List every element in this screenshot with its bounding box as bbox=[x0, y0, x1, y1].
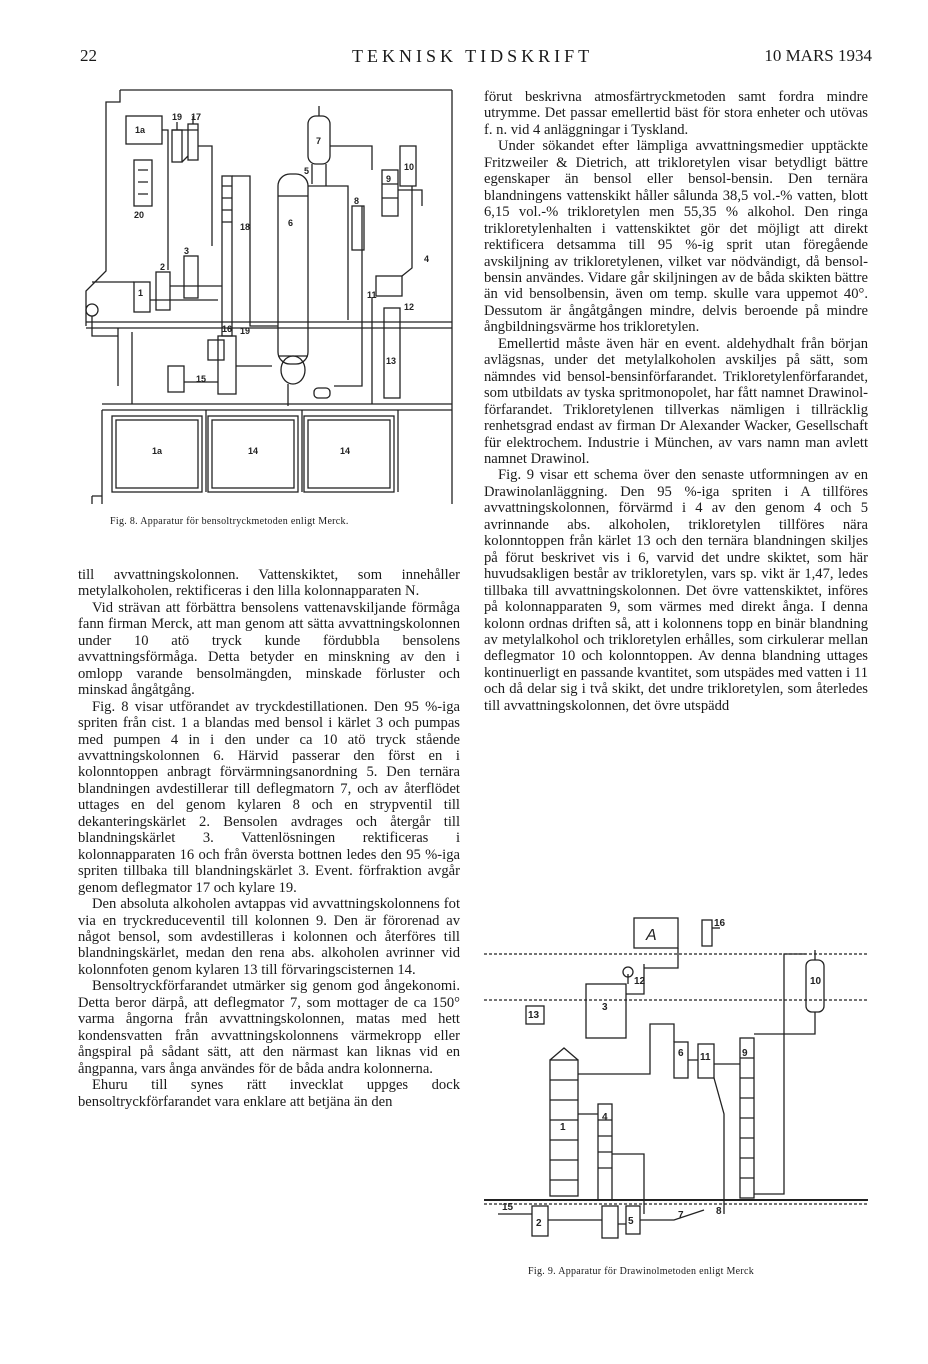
figure-9-caption: Fig. 9. Apparatur för Drawinolmetoden enligt Merck bbox=[528, 1266, 755, 1277]
fig8-label: 8 bbox=[354, 196, 360, 206]
figure-8-diagram bbox=[72, 86, 462, 504]
fig8-label: 1a bbox=[152, 446, 163, 456]
issue-date: 10 MARS 1934 bbox=[764, 46, 872, 65]
fig8-label: 11 bbox=[367, 290, 377, 300]
fig8-label: 13 bbox=[386, 356, 397, 366]
fig8-label: 12 bbox=[404, 302, 415, 312]
fig9-label: 10 bbox=[810, 976, 822, 987]
paragraph: förut beskrivna atmosfärtryckmetoden samt fordra mindre utrymme. Det passar emellertid bäst för stora enheter och utövas f. n. vid 4 anläggningar i Tyskland. bbox=[484, 89, 868, 138]
fig8-label: 14 bbox=[248, 446, 259, 456]
fig9-label: 8 bbox=[716, 1206, 722, 1217]
paragraph: Emellertid måste även här en event. aldehydhalt från början avlägsnas, under det metylalkoholen avskiljes på sätt, som nämndes vid bensol-bensinförfarandet. Trikloretylenförfarandet, som utbildats av tyska spritmonopolet, har fått namnet Drawinol-förfarandet. Trikloretylenen tillverkas nämligen i tillräcklig renhetsgrad endast av firman Dr Alexander Wacker, Gesellschaft für elektrochem. Industrie i München, av vars namn man avlett namnet Drawinol. bbox=[484, 335, 868, 467]
fig9-label: 12 bbox=[634, 976, 646, 987]
right-column bbox=[484, 89, 868, 714]
fig8-label: 2 bbox=[160, 262, 166, 272]
fig8-label: 20 bbox=[134, 210, 145, 220]
paragraph: Fig. 9 visar ett schema över den senaste utformningen av en Drawinolanläggning. Den 95 %-iga spriten i A tillföres avvattningskolonnen, förvärmd i 4 av den genom 4 och 5 avrinnande abs. alkoholen, trikloretylen tillföres nära kolonntoppen från kärlet 13 och den ternära blandningen skiljes på förut beskrivet vis i 6, varvid det undre skiktet, som här huvudsakligen består av trikloretylen, vars sp. vikt är 1,47, ledes tillbaka till avvattningskolonnen. Det övre vattenskiktet, införes på kolonnapparaten 9, som värmes med direkt ånga. I denna kolonn ordnas driften så, att i kolonnens topp en binär blandning av metylalkohol och trikloretylen erhålles, som cirkulerar mellan deflegmator 10 och kolonntoppen. Av denna blandning uttages kontinuerligt en passande kvantitet, som utspädes med vatten i 11 och då delar sig i två skikt, det undre trikloretylen, som återledes till avvattningskolonnen, det övre utspädd bbox=[484, 467, 868, 714]
paragraph: Den absoluta alkoholen avtappas vid avvattningskolonnens fot via en tryckreduceventil till kolonnen 9. Den är förorenad av något bensol, som avdestilleras i kolonnen och återföres till blandningskärlet, medan den rena abs. alkoholen avrinner vid kolonnfoten genom kylaren 13 till förvaringscisternen 14. bbox=[78, 896, 460, 978]
fig9-label: 3 bbox=[602, 1002, 608, 1013]
fig9-label: 6 bbox=[678, 1048, 684, 1059]
fig8-label: 6 bbox=[288, 218, 294, 228]
fig8-label: 19 bbox=[172, 112, 183, 122]
fig9-label: A bbox=[646, 927, 657, 944]
fig9-label: 15 bbox=[502, 1202, 514, 1213]
fig9-label: 16 bbox=[714, 918, 726, 929]
fig8-label: 5 bbox=[304, 166, 310, 176]
paragraph: Bensoltryckförfarandet utmärker sig genom god ångekonomi. Detta beror därpå, att deflegmator 7, som mottager de ca 150° varma ångorna från avvattningskolonnen, matas med hett kondensvatten från avvattningskolonnens värmekropp eller ångspiral på sådant sätt, att den närmast kan liknas vid en ångpanna, vars ånga användes för de båda andra kolonnerna. bbox=[78, 978, 460, 1077]
fig9-label: 1 bbox=[560, 1122, 566, 1133]
fig9-label: 9 bbox=[742, 1048, 748, 1059]
fig9-label: 5 bbox=[628, 1216, 634, 1227]
fig8-label: 14 bbox=[340, 446, 351, 456]
fig8-label: 19 bbox=[240, 326, 251, 336]
figure-9-diagram bbox=[484, 914, 868, 1248]
figure-8-caption: Fig. 8. Apparatur för bensoltryckmetoden enligt Merck. bbox=[110, 516, 349, 527]
paragraph: Vid strävan att förbättra bensolens vattenavskiljande förmåga fann firman Merck, att man genom att sätta avvattningskolonnen under 10 atö tryck kunde fördubbla bensolens avvattningsförmåga. Detta betyder en minskning av den i omlopp varande bensolmängden, minskade förluster och minskad ångåtgång. bbox=[78, 599, 460, 699]
fig9-label: 11 bbox=[700, 1052, 711, 1063]
fig8-label: 15 bbox=[196, 374, 207, 384]
left-column bbox=[78, 567, 460, 1110]
fig9-label: 13 bbox=[528, 1010, 540, 1021]
paragraph: till avvattningskolonnen. Vattenskiktet, som innehåller metylalkoholen, rektificeras i den lilla kolonnapparaten N. bbox=[78, 567, 460, 600]
fig8-label: 7 bbox=[316, 136, 322, 146]
paragraph: Fig. 8 visar utförandet av tryckdestillationen. Den 95 %-iga spriten från cist. 1 a blandas med bensol i kärlet 3 och pumpas med pumpen 4 in i den under ca 10 atö tryck stående avvattningskolonnen 6. Härvid passerar den först en i kolonntoppen anbragt förvärmningsanordning 5. Den ternära blandningen avdestillerar till deflegmatorn 7, och av återflödet uttages en del genom kylaren 8 och en strypventil till dekanteringskärlet 2. Bensolen avdrages och återgår till blandningskärlet 3. Vattenlösningen rektificeras i kolonnapparaten 16 och från översta bottnen ledes den 95 %-iga spriten tillbaka till blandningskärlet 3. Event. förfraktion avgår genom deflegmator 17 och kylare 19. bbox=[78, 698, 460, 896]
journal-title: TEKNISK TIDSKRIFT bbox=[352, 46, 594, 66]
fig9-label: 7 bbox=[678, 1210, 684, 1221]
page-number: 22 bbox=[80, 46, 97, 65]
paragraph: Ehuru till synes rätt invecklat uppges dock bensoltryckförfarandet vara enklare att betjäna än den bbox=[78, 1077, 460, 1110]
paragraph: Under sökandet efter lämpliga avvattningsmedier upptäckte Fritzweiler & Dietrich, att trikloretylen visar betydligt bättre egenskaper än bensol eller bensol-bensin. Den ternära blandningens vattenskikt håller sålunda 38,5 vol.-% vatten, blott 6,15 vol.-% trikloretylen men 55,35 % alkohol. Den ringa trikloretylenhalten i vattenskiktet gör det möjligt att direkt rektificera detsamma till 95 %-ig sprit utan föregående avskiljning av trikloretylenen, vilket var nödvändigt, då bensol-bensin användes. Vidare går skiljningen av de båda skikten bättre än vid bensolbensin, även om temp. skulle vara uppemot 40°. Dessutom är ångåtgången mindre, delvis beroende på mindre ångbildningsvärme hos trikloretylen. bbox=[484, 138, 868, 336]
fig8-label: 4 bbox=[424, 254, 430, 264]
fig8-label: 1a bbox=[135, 125, 146, 135]
fig8-label: 1 bbox=[138, 288, 144, 298]
fig9-label: 4 bbox=[602, 1112, 608, 1123]
fig8-label: 10 bbox=[404, 162, 415, 172]
fig8-label: 9 bbox=[386, 174, 392, 184]
fig8-label: 18 bbox=[240, 222, 251, 232]
fig8-label: 17 bbox=[191, 112, 202, 122]
fig8-label: 3 bbox=[184, 246, 190, 256]
fig8-label: 16 bbox=[222, 324, 233, 334]
fig9-label: 2 bbox=[536, 1218, 542, 1229]
